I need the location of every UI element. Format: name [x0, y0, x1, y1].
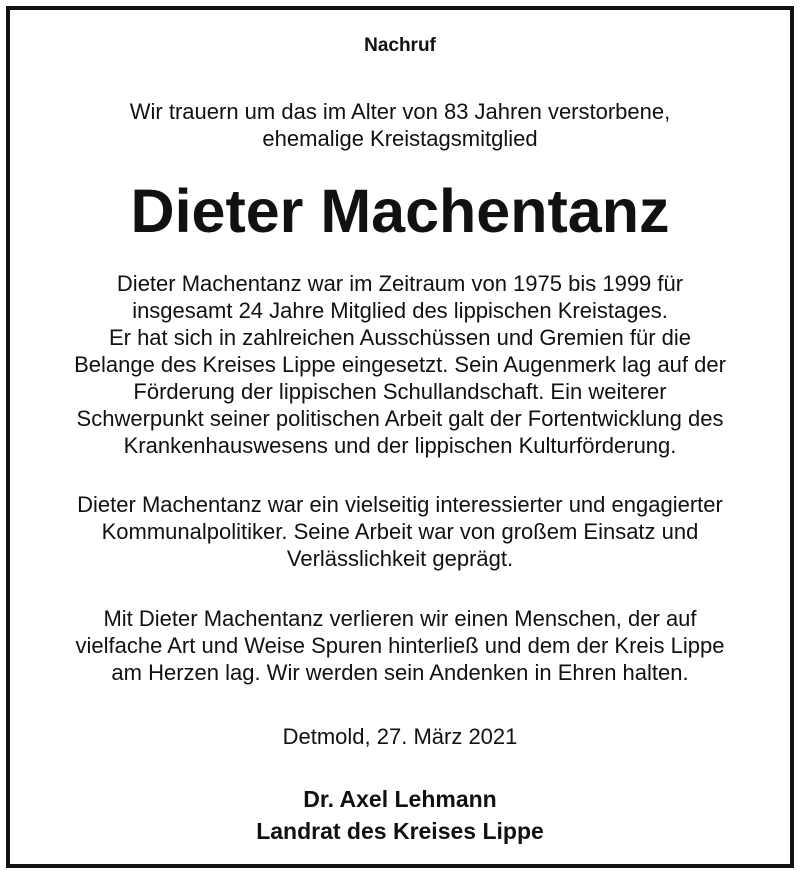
deceased-name: Dieter Machentanz — [130, 177, 670, 245]
paragraph-line: Krankenhauswesens und der lippischen Kulturförderung. — [123, 433, 677, 458]
paragraph-line: vielfache Art und Weise Spuren hinterließ und dem der Kreis Lippe — [75, 633, 725, 658]
paragraph-line: Verlässlichkeit geprägt. — [286, 546, 514, 571]
paragraph-career — [10, 270, 790, 459]
intro-text — [10, 98, 790, 152]
paragraph-line: am Herzen lag. Wir werden sein Andenken in Ehren halten. — [111, 660, 689, 685]
paragraph-farewell — [10, 605, 790, 686]
paragraph-line: Kommunalpolitiker. Seine Arbeit war von großem Einsatz und — [101, 519, 699, 544]
intro-line: ehemalige Kreistagsmitglied — [262, 126, 538, 151]
signer-title: Landrat des Kreises Lippe — [256, 818, 544, 844]
paragraph-line: Förderung der lippischen Schullandschaft. Ein weiterer — [133, 379, 667, 404]
paragraph-line: Dieter Machentanz war im Zeitraum von 1975 bis 1999 für — [116, 271, 684, 296]
obituary-frame — [6, 6, 794, 868]
paragraph-line: Schwerpunkt seiner politischen Arbeit galt der Fortentwicklung des — [76, 406, 724, 431]
signer-name: Dr. Axel Lehmann — [303, 786, 497, 812]
obituary-heading: Nachruf — [364, 35, 436, 56]
paragraph-line: Er hat sich in zahlreichen Ausschüssen und Gremien für die — [108, 325, 692, 350]
signature-block — [10, 783, 790, 847]
place-and-date: Detmold, 27. März 2021 — [282, 724, 518, 749]
intro-line: Wir trauern um das im Alter von 83 Jahren verstorbene, — [129, 99, 671, 124]
paragraph-line: insgesamt 24 Jahre Mitglied des lippischen Kreistages. — [132, 298, 668, 323]
paragraph-line: Belange des Kreises Lippe eingesetzt. Sein Augenmerk lag auf der — [74, 352, 726, 377]
paragraph-line: Mit Dieter Machentanz verlieren wir einen Menschen, der auf — [103, 606, 697, 631]
paragraph-line: Dieter Machentanz war ein vielseitig interessierter und engagierter — [77, 492, 723, 517]
paragraph-character — [10, 491, 790, 572]
